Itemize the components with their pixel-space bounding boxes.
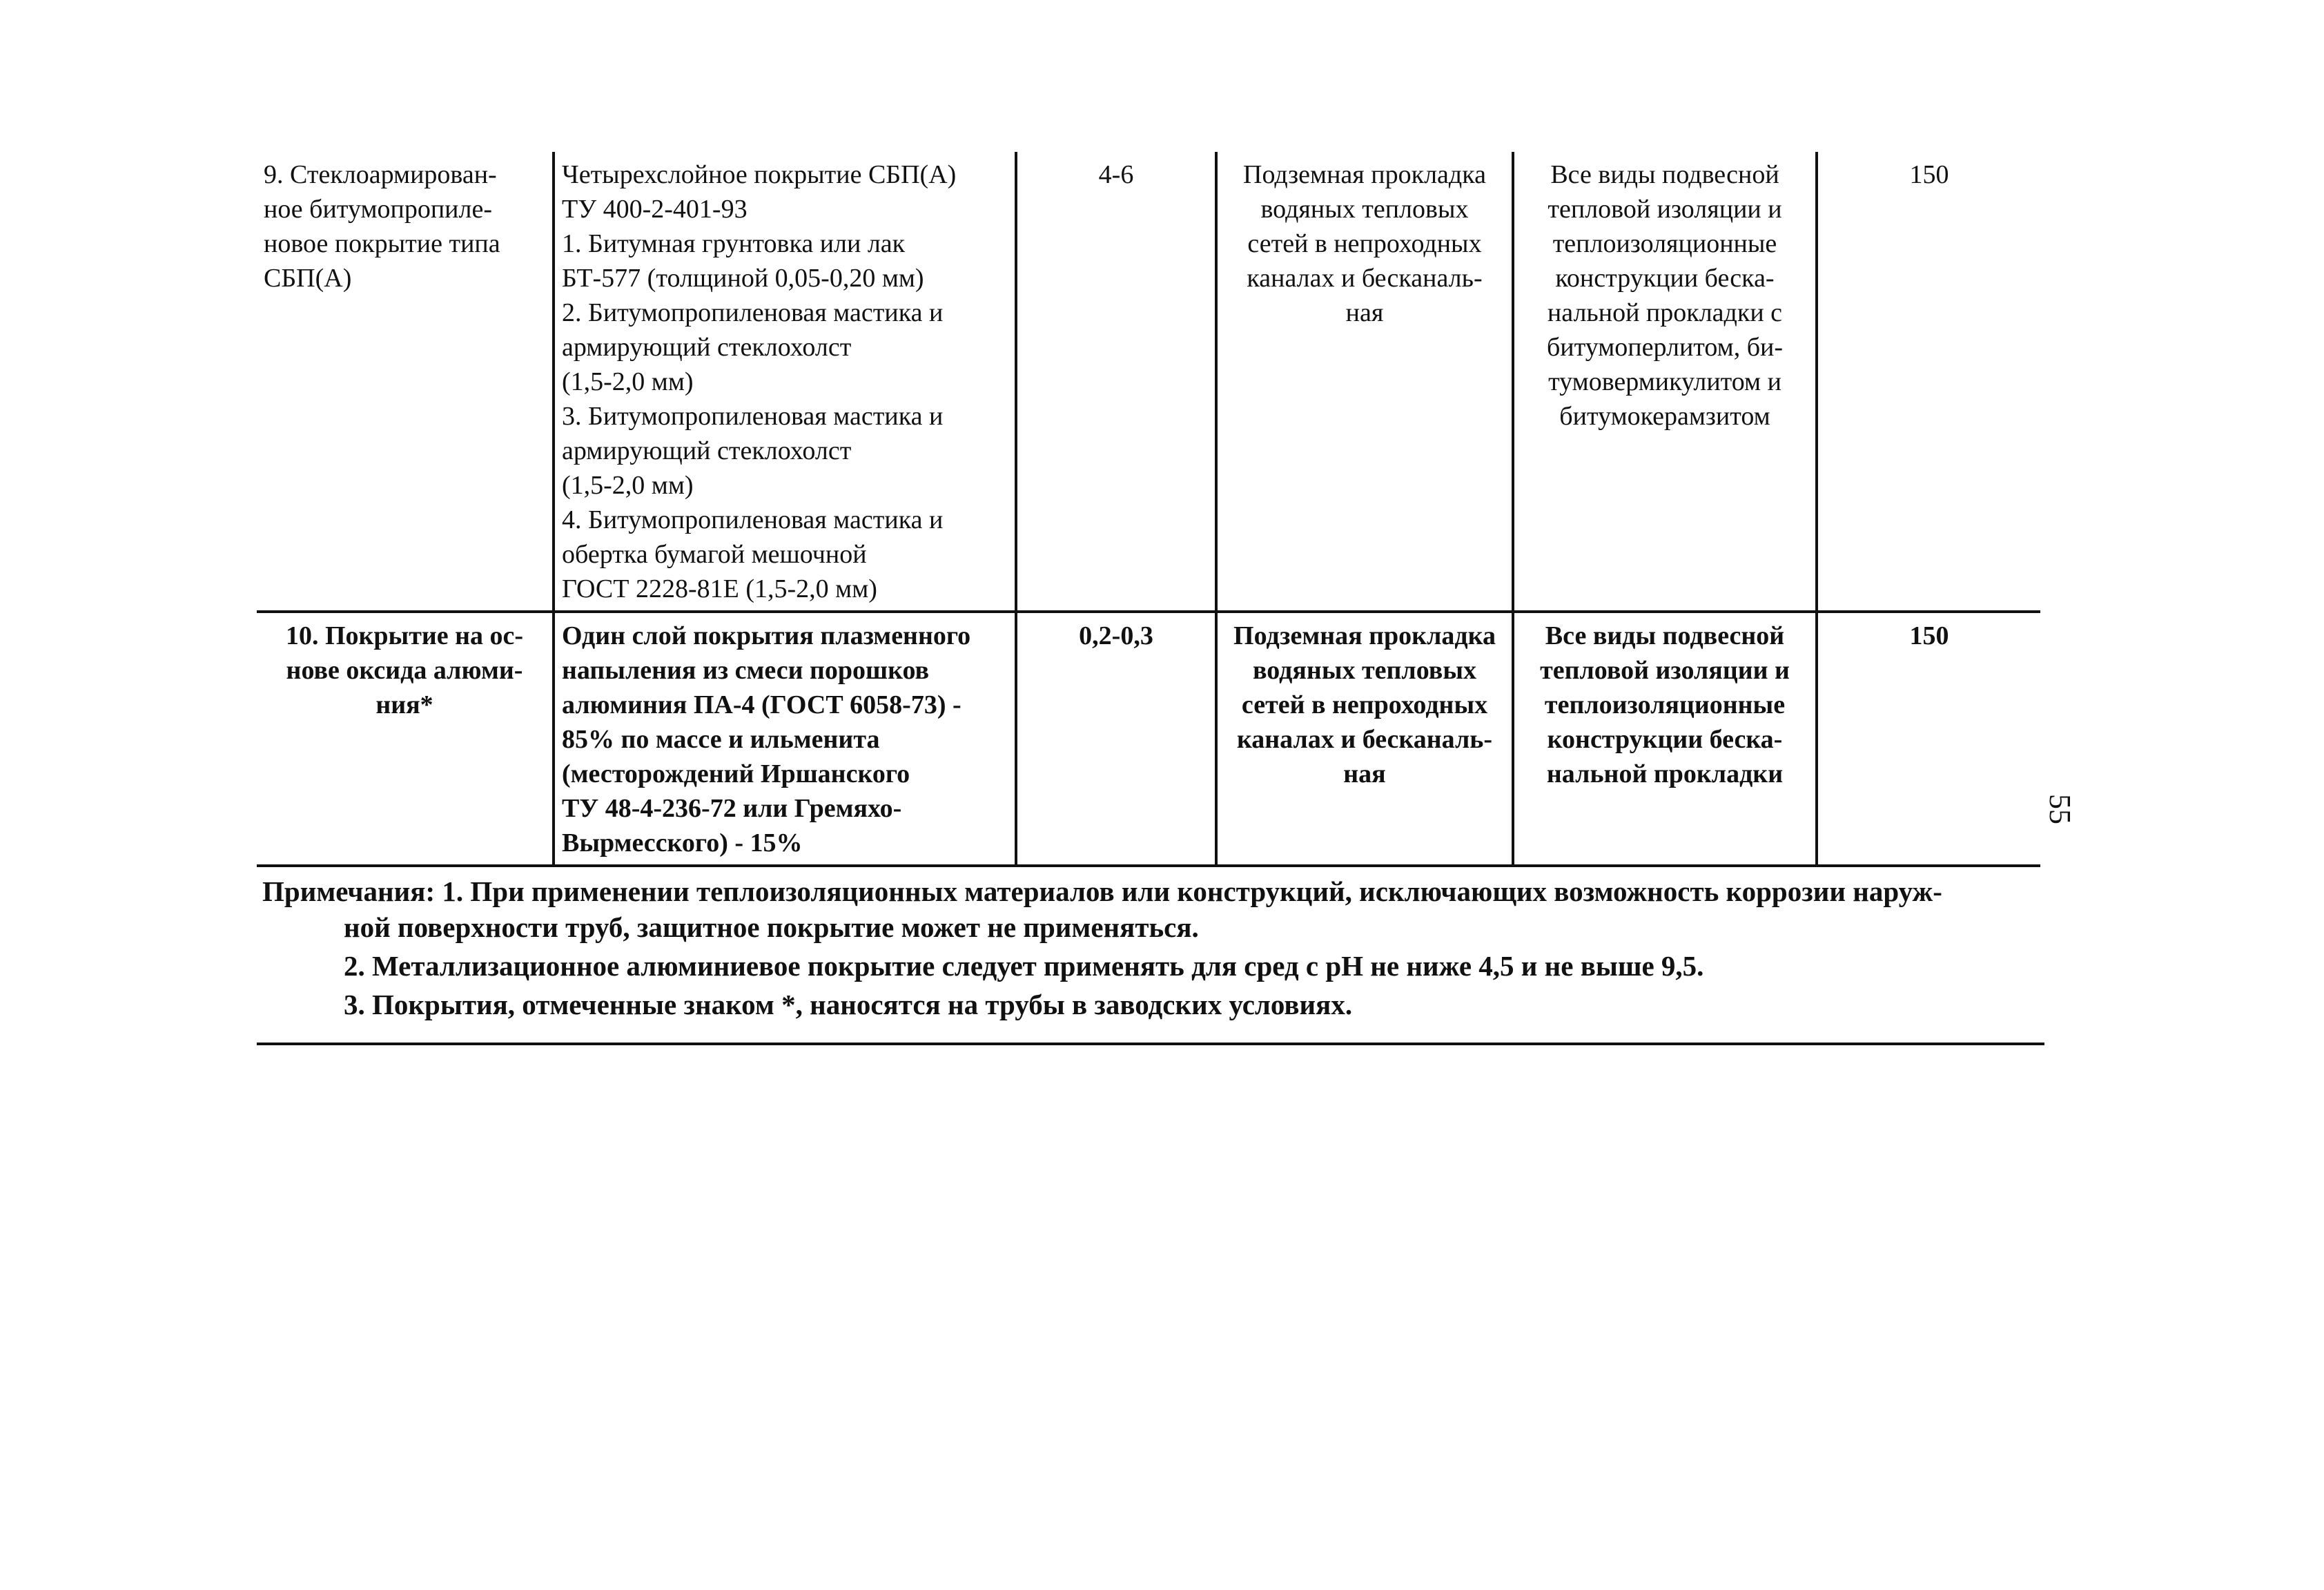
text-line: теплоизоляционные [1544,690,1786,719]
text-line: водяных тепловых [1252,656,1476,685]
note-3: 3. Покрытия, отмеченные знаком *, наносятся на трубы в заводских условиях. [344,989,1353,1020]
insulation-types-cell [1513,612,1817,866]
coating-name-cell [257,612,554,866]
note-2: 2. Металлизационное алюминиевое покрытие следует применять для сред с pH не ниже 4,5 и не выше 9,5. [344,950,1704,982]
text-line: (месторождений Иршанского [562,759,910,788]
text-line: каналах и бесканаль- [1247,264,1483,293]
text-line: 1. Битумная грунтовка или лак [562,229,906,258]
text-line: ная [1343,759,1386,788]
text-line: БТ-577 (толщиной 0,05-0,20 мм) [562,264,924,293]
text-line: нове оксида алюми- [286,656,523,685]
text-line: ТУ 48-4-236-72 или Гремяхо- [562,794,902,823]
text-line: Подземная прокладка [1233,621,1496,650]
text-line: армирующий стеклохолст [562,333,852,362]
note-1: Примечания: 1. При применении теплоизоляционных материалов или конструкций, исключающих возможность коррозии наруж- [262,875,1942,907]
text-line: новое покрытие типа [264,229,500,258]
text-line: водяных тепловых [1260,195,1469,224]
text-line: ТУ 400-2-401-93 [562,195,748,224]
text-line: конструкции беска- [1547,725,1783,754]
application-area-cell [1216,612,1513,866]
text-line: 2. Битумопропиленовая мастика и [562,298,944,327]
text-line: 10. Покрытие на ос- [285,621,524,650]
text-line: (1,5-2,0 мм) [562,367,694,396]
text-line: Подземная прокладка [1243,160,1486,189]
text-line: битумокерамзитом [1559,402,1770,431]
insulation-types-cell [1513,152,1817,612]
text-line: 4. Битумопропиленовая мастика и [562,505,944,534]
text-line: тумовермикулитом и [1548,367,1781,396]
text-line: 3. Битумопропиленовая мастика и [562,402,944,431]
table-row [257,152,2040,612]
text-line: обертка бумагой мешочной [562,540,867,569]
text-line: Все виды подвесной [1545,621,1785,650]
bottom-rule [257,1043,2044,1045]
text-line: СБП(А) [264,264,352,293]
table-row [257,612,2040,866]
temperature-cell: 150 [1817,152,2040,612]
text-line: ния* [375,690,433,719]
text-line: Вырмесского) - 15% [562,828,803,857]
text-line: Четырехслойное покрытие СБП(А) [562,160,957,189]
text-line: алюминия ПА-4 (ГОСТ 6058-73) - [562,690,961,719]
text-line: сетей в непроходных [1247,229,1482,258]
text-line: 9. Стеклоармирован- [264,160,497,189]
thickness-cell: 0,2-0,3 [1016,612,1216,866]
text-line: Все виды подвесной [1550,160,1779,189]
notes-block [262,873,2022,1022]
composition-cell [554,612,1016,866]
text-line: битумоперлитом, би- [1546,333,1784,362]
text-line: нальной прокладки с [1547,298,1783,327]
coatings-table [257,152,2040,867]
thickness-cell: 4-6 [1016,152,1216,612]
text-line: напыления из смеси порошков [562,656,930,685]
page-number: 55 [2043,794,2077,824]
text-line: тепловой изоляции и [1540,656,1790,685]
text-line: ГОСТ 2228-81Е (1,5-2,0 мм) [562,574,877,603]
text-line: армирующий стеклохолст [562,436,852,465]
coating-name-cell [257,152,554,612]
text-line: 85% по массе и ильменита [562,725,880,754]
text-line: конструкции беска- [1555,264,1775,293]
text-line: нальной прокладки [1546,759,1784,788]
text-line: (1,5-2,0 мм) [562,471,694,500]
text-line: тепловой изоляции и [1547,195,1782,224]
text-line: Один слой покрытия плазменного [562,621,971,650]
application-area-cell [1216,152,1513,612]
text-line: каналах и бесканаль- [1236,725,1493,754]
text-line: ное битумопропиле- [264,195,492,224]
note-1-continuation: ной поверхности труб, защитное покрытие может не применяться. [344,911,1199,943]
composition-cell [554,152,1016,612]
text-line: теплоизоляционные [1552,229,1777,258]
text-line: ная [1345,298,1384,327]
text-line: сетей в непроходных [1241,690,1488,719]
temperature-cell: 150 [1817,612,2040,866]
